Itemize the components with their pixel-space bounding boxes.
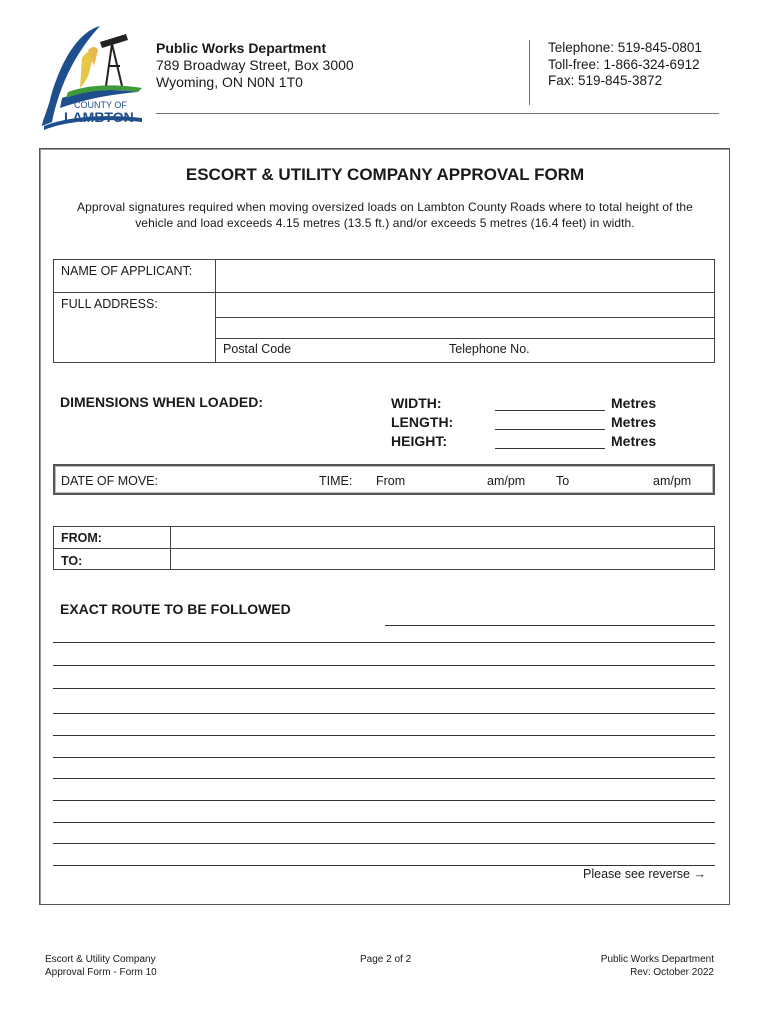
header-separator [529,40,530,105]
route-line[interactable] [53,735,715,736]
svg-text:COUNTY OF: COUNTY OF [74,100,127,110]
route-line[interactable] [53,757,715,758]
time-to-ampm: am/pm [653,474,692,488]
intro-line-2: vehicle and load exceeds 4.15 metres (13.5 ft.) and/or exceeds 5 metres (16.4 feet) in width. [135,215,635,230]
height-label: HEIGHT: [391,433,447,449]
department-address-line2: Wyoming, ON N0N 1T0 [156,74,303,90]
applicant-table-rule-3 [215,338,715,339]
header-rule [156,113,719,114]
from-label: FROM: [61,531,102,545]
footer-left-line2: Approval Form - Form 10 [45,967,157,978]
route-line[interactable] [53,800,715,801]
route-line[interactable] [53,713,715,714]
footer-page-number: Page 2 of 2 [360,954,412,965]
time-from-label: From [376,474,406,488]
department-address-line1: 789 Broadway Street, Box 3000 [156,57,354,73]
full-address-label: FULL ADDRESS: [61,297,158,311]
route-line[interactable] [53,822,715,823]
time-to-label: To [556,474,570,488]
route-line[interactable] [53,642,715,643]
height-unit: Metres [611,433,657,449]
route-line[interactable] [53,665,715,666]
intro-line-1: Approval signatures required when moving oversized loads on Lambton County Roads where to total height of the [77,200,693,214]
applicant-name-field[interactable] [216,260,714,291]
form-intro [60,200,710,231]
route-line[interactable] [53,843,715,844]
dimension-labels [391,394,453,451]
footer-left-line1: Escort & Utility Company [45,954,156,965]
time-from-ampm: am/pm [487,474,526,488]
telephone-number: Telephone: 519-845-0801 [548,40,702,55]
department-block [156,40,354,91]
route-line[interactable] [385,625,715,626]
address-line-2-field[interactable] [216,318,714,337]
to-field[interactable] [171,549,714,569]
fax-number: Fax: 519-845-3872 [548,73,663,88]
footer-form-name [45,953,157,979]
form-title: ESCORT & UTILITY COMPANY APPROVAL FORM [185,165,585,184]
telephone-label: Telephone No. [449,342,530,356]
footer-right-line2: Rev: October 2022 [630,967,714,978]
department-name: Public Works Department [156,40,327,56]
length-input-line[interactable] [495,429,605,430]
route-title: EXACT ROUTE TO BE FOLLOWED [60,601,291,617]
length-unit: Metres [611,414,657,430]
contact-block [548,40,702,90]
footer-revision [560,953,714,979]
address-line-1-field[interactable] [216,293,714,316]
width-unit: Metres [611,395,657,411]
width-input-line[interactable] [495,410,605,411]
svg-text:LAMBTON: LAMBTON [64,109,134,125]
to-label: TO: [61,554,83,568]
length-label: LENGTH: [391,414,454,430]
dimension-units [611,394,656,451]
footer-right-line1: Public Works Department [600,954,714,965]
height-input-line[interactable] [495,448,605,449]
postal-code-label: Postal Code [223,342,292,356]
date-of-move-label: DATE OF MOVE: [61,474,158,488]
route-line[interactable] [53,688,715,689]
applicant-name-label: NAME OF APPLICANT: [61,264,193,278]
from-field[interactable] [171,527,714,547]
route-line[interactable] [53,865,715,866]
county-of-lambton-logo [38,22,146,134]
time-label: TIME: [319,474,353,488]
tollfree-number: Toll-free: 1-866-324-6912 [548,56,700,72]
width-label: WIDTH: [391,395,442,411]
route-line[interactable] [53,778,715,779]
dimensions-title: DIMENSIONS WHEN LOADED: [60,394,263,410]
see-reverse-note: Please see reverse → [583,867,706,881]
